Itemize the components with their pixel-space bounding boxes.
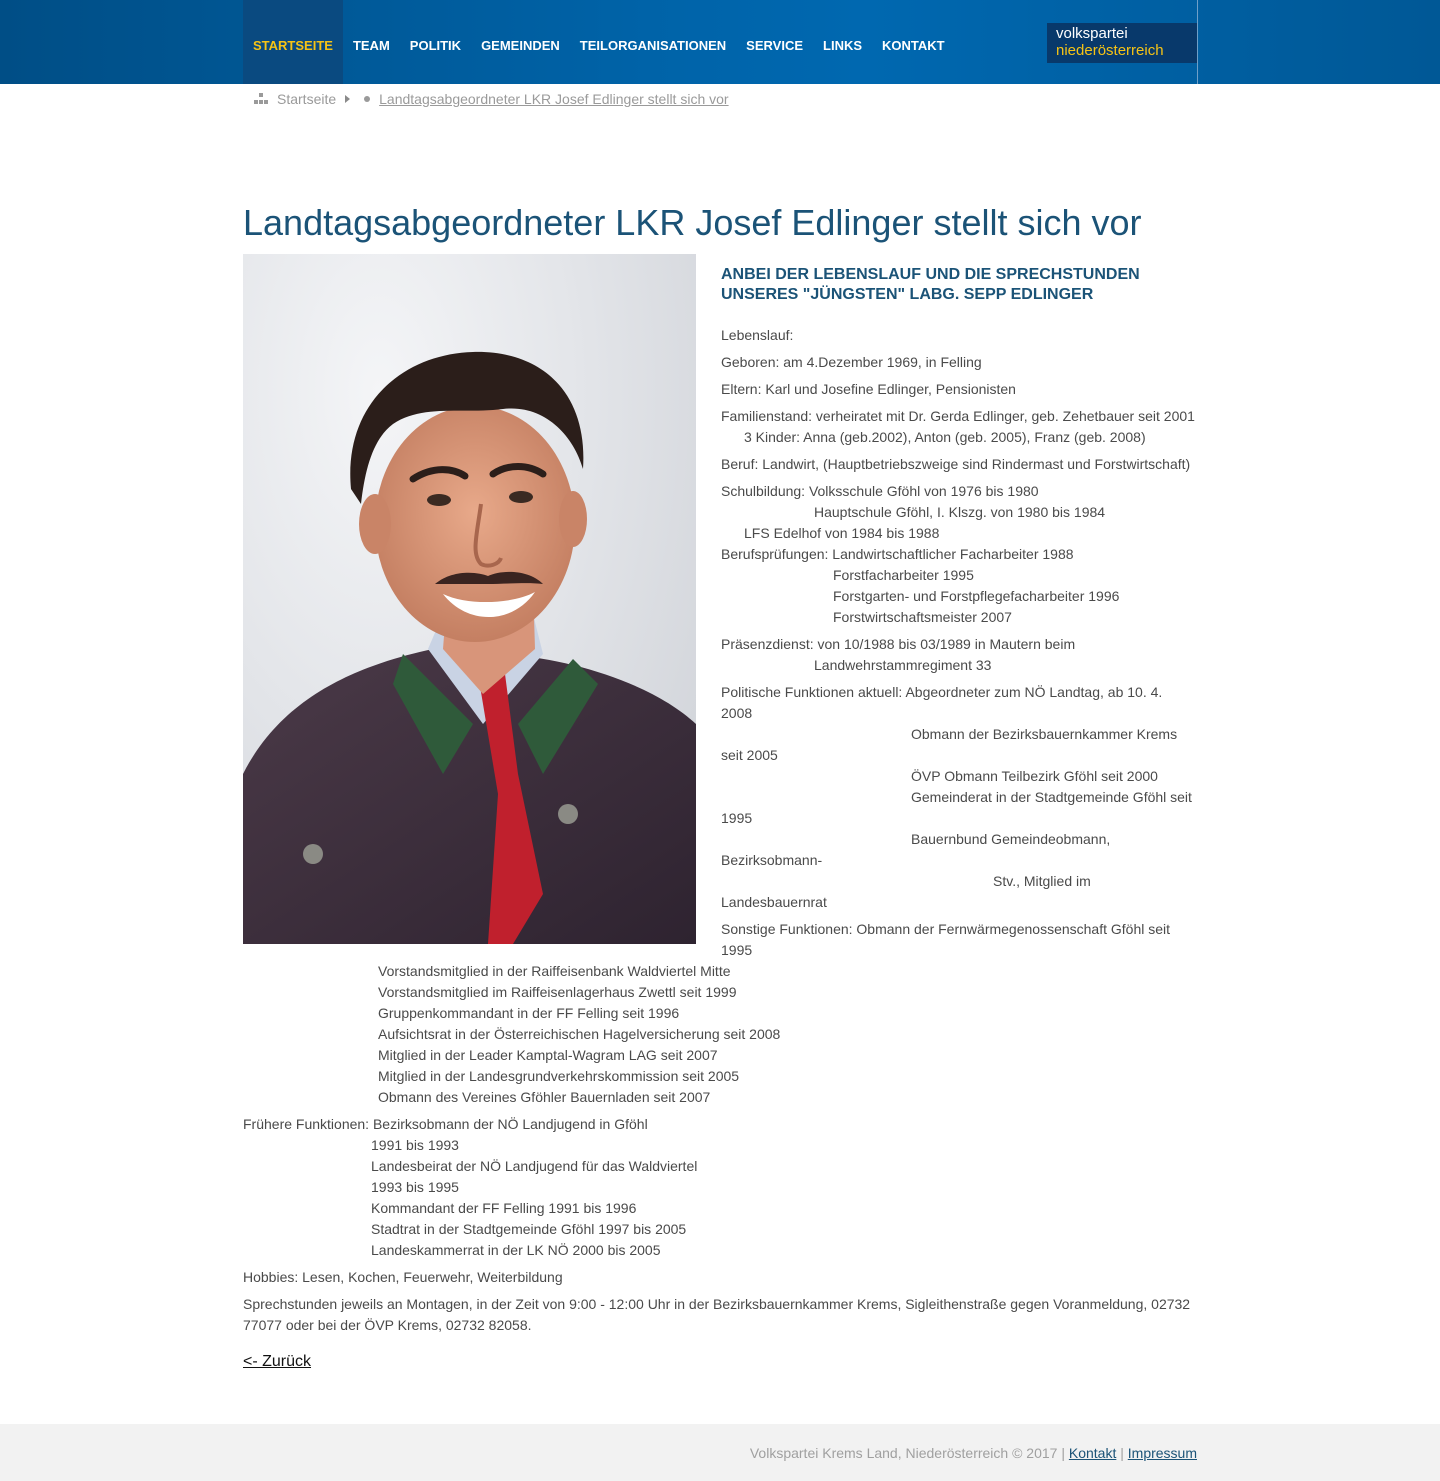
chevron-right-icon: [345, 95, 350, 103]
nav-item-startseite[interactable]: STARTSEITE: [243, 0, 343, 84]
footer-text: [750, 1445, 1197, 1461]
cv-line: Präsenzdienst: von 10/1988 bis 03/1989 in Mautern beim: [721, 636, 1076, 652]
nav-item-teilorganisationen[interactable]: TEILORGANISATIONEN: [579, 38, 727, 53]
nav-item-team[interactable]: TEAM: [352, 38, 390, 53]
cv-line: Landeskammerrat in der LK NÖ 2000 bis 2005: [371, 1242, 661, 1258]
breadcrumb-home-link[interactable]: Startseite: [277, 91, 337, 107]
main-nav: [243, 0, 955, 84]
cv-line: Obmann der Bezirksbauernkammer Krems: [911, 726, 1178, 742]
back-link[interactable]: <- Zurück: [243, 1353, 312, 1370]
cv-line: Beruf: Landwirt, (Hauptbetriebszweige sind Rindermast und Forstwirtschaft): [721, 456, 1191, 472]
cv-line: seit 2005: [721, 747, 778, 763]
cv-line: 3 Kinder: Anna (geb.2002), Anton (geb. 2005), Franz (geb. 2008): [744, 429, 1146, 445]
cv-line: Stadtrat in der Stadtgemeinde Gföhl 1997 bis 2005: [371, 1221, 687, 1237]
cv-line: Gemeinderat in der Stadtgemeinde Gföhl seit: [911, 789, 1192, 805]
cv-line: Stv., Mitglied im: [993, 873, 1091, 889]
cv-line: Hobbies: Lesen, Kochen, Feuerwehr, Weiterbildung: [243, 1269, 563, 1285]
nav-item-links[interactable]: LINKS: [823, 38, 863, 53]
cv-line: Aufsichtsrat in der Österreichischen Hagelversicherung seit 2008: [378, 1026, 781, 1042]
header-divider: [1197, 0, 1198, 84]
cv-line: Politische Funktionen aktuell: Abgeordneter zum NÖ Landtag, ab 10. 4.: [721, 684, 1163, 700]
cv-line: Schulbildung: Volksschule Gföhl von 1976 bis 1980: [721, 483, 1039, 499]
site-footer: [0, 1424, 1440, 1481]
cv-line: Landesbauernrat: [721, 894, 827, 910]
cv-line: Mitglied in der Landesgrundverkehrskommission seit 2005: [378, 1068, 740, 1084]
nav-item-gemeinden[interactable]: GEMEINDEN: [481, 38, 560, 53]
footer-separator: |: [1120, 1445, 1124, 1461]
cv-line: Berufsprüfungen: Landwirtschaftlicher Facharbeiter 1988: [721, 546, 1074, 562]
cv-line: Vorstandsmitglied im Raiffeisenlagerhaus Zwettl seit 1999: [378, 984, 737, 1000]
footer-kontakt-link[interactable]: Kontakt: [1068, 1445, 1117, 1461]
brand-logo-line1: volkspartei: [1056, 25, 1128, 42]
breadcrumb-current[interactable]: Landtagsabgeordneter LKR Josef Edlinger stellt sich vor: [379, 91, 729, 107]
cv-line: Hauptschule Gföhl, I. Klszg. von 1980 bis 1984: [814, 504, 1106, 520]
cv-line: LFS Edelhof von 1984 bis 1988: [744, 525, 940, 541]
cv-line: Vorstandsmitglied in der Raiffeisenbank Waldviertel Mitte: [378, 963, 731, 979]
cv-line: Forstgarten- und Forstpflegefacharbeiter 1996: [833, 588, 1120, 604]
footer-impressum-link[interactable]: Impressum: [1127, 1445, 1197, 1461]
cv-line: Mitglied in der Leader Kamptal-Wagram LAG seit 2007: [378, 1047, 718, 1063]
cv-line: 2008: [721, 705, 753, 721]
page-title: Landtagsabgeordneter LKR Josef Edlinger stellt sich vor: [243, 202, 1142, 243]
cv-line: Forstfacharbeiter 1995: [833, 567, 974, 583]
cv-line: Sonstige Funktionen: Obmann der Fernwärmegenossenschaft Gföhl seit: [721, 921, 1171, 937]
cv-line: Bezirksobmann-: [721, 852, 823, 868]
cv-line: 1991 bis 1993: [371, 1137, 459, 1153]
cv-line: Obmann des Vereines Gföhler Bauernladen seit 2007: [378, 1089, 711, 1105]
cv-line: Frühere Funktionen: Bezirksobmann der NÖ Landjugend in Gföhl: [243, 1116, 648, 1132]
sitemap-icon: [254, 93, 268, 105]
subheading: ANBEI DER LEBENSLAUF UND DIE SPRECHSTUNDEN UNSERES "JÜNGSTEN" LABG. SEPP EDLINGER: [721, 266, 1140, 303]
nav-item-service[interactable]: SERVICE: [746, 38, 804, 53]
cv-line: Lebenslauf:: [721, 327, 794, 343]
cv-line: 1995: [721, 942, 753, 958]
cv-line: Familienstand: verheiratet mit Dr. Gerda Edlinger, geb. Zehetbauer seit 2001: [721, 408, 1195, 424]
cv-line: 1995: [721, 810, 753, 826]
cv-line: 77077 oder bei der ÖVP Krems, 02732 82058.: [243, 1317, 532, 1333]
brand-logo-line2: niederösterreich: [1056, 42, 1164, 59]
bullet-icon: [364, 96, 370, 102]
footer-copyright: Volkspartei Krems Land, Niederösterreich © 2017 |: [749, 1445, 1065, 1461]
cv-line: Eltern: Karl und Josefine Edlinger, Pensionisten: [721, 381, 1016, 397]
brand-logo[interactable]: [1047, 23, 1197, 63]
cv-line: Forstwirtschaftsmeister 2007: [833, 609, 1012, 625]
cv-line: Bauernbund Gemeindeobmann,: [911, 831, 1111, 847]
cv-line: Landwehrstammregiment 33: [814, 657, 992, 673]
cv-line: Gruppenkommandant in der FF Felling seit 1996: [378, 1005, 680, 1021]
cv-line: 1993 bis 1995: [371, 1179, 459, 1195]
portrait-photo: [243, 254, 696, 944]
cv-line: Geboren: am 4.Dezember 1969, in Felling: [721, 354, 982, 370]
cv-line: Sprechstunden jeweils an Montagen, in der Zeit von 9:00 - 12:00 Uhr in der Bezirksbauernkammer Krems, Sigleithenstraße gegen Voranmeldung, 02732: [243, 1296, 1191, 1312]
cv-line: Kommandant der FF Felling 1991 bis 1996: [371, 1200, 637, 1216]
site-header: [0, 0, 1440, 84]
breadcrumb: [254, 90, 729, 108]
nav-item-kontakt[interactable]: KONTAKT: [882, 38, 945, 53]
cv-line: ÖVP Obmann Teilbezirk Gföhl seit 2000: [911, 768, 1158, 784]
cv-line: Landesbeirat der NÖ Landjugend für das Waldviertel: [371, 1158, 698, 1174]
nav-item-politik[interactable]: POLITIK: [409, 38, 462, 53]
